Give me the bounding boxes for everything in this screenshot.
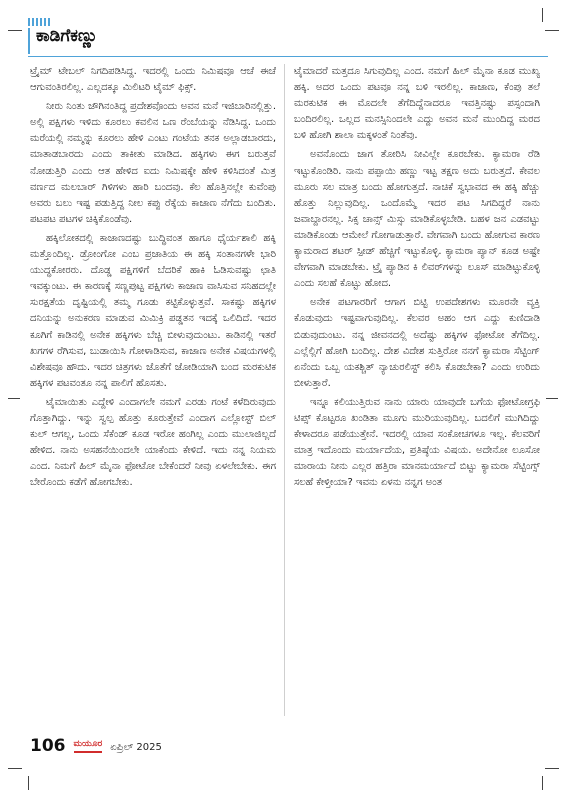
header-divider bbox=[28, 56, 548, 57]
column-divider bbox=[284, 64, 285, 716]
crop-mark-right-middle bbox=[546, 398, 558, 399]
paragraph: ಇನ್ನೂ ಕಲಿಯುತ್ತಿರುವ ನಾನು ಯಾರು ಯಾವುದೇ ಬಗೆಯ ಫೋಟೋಗ್ರಫಿ ಟಿಪ್ಸ್ ಕೊಟ್ಟರೂ ಖಂಡಿತಾ ಮೂಗು ಮುರಿಯುವುದಿಲ್ಲ. ಬದಲಿಗೆ ಮುಗಿದಿದ್ದು ಕೇಳಾದರೂ ಪಡೆಯುತ್ತೇನೆ. ಇದರಲ್ಲಿ ಯಾವ ಸಂಕೋಚಗಳೂ ಇಲ್ಲ. ಕೆಲವರಿಗೆ ಮಾತ್ರ ಇದೊಂದು ಮರ್ಯಾದೆಯ, ಪ್ರತಿಷ್ಠೆಯ ವಿಷಯ. ಅದೇನೋ ಲೂಸೋ ಮಾರಾಯ ನೀನು ಎಲ್ಲರ ಹತ್ತಿರಾ ಮಾನಮರ್ಯಾದೆ ಬಿಟ್ಟು ಕ್ಯಾಮರಾ ಸೆಟ್ಟಿಂಗ್ಸ್ ಸಲಹೆ ಕೇಳ್ತೀಯಾ? ಇವನು ಏಳನು ನನ್ನಗ ಅಂತ bbox=[294, 396, 540, 489]
crop-mark-top-left bbox=[8, 30, 22, 31]
crop-mark-bottom-left-v bbox=[28, 776, 29, 790]
crop-mark-bottom-right bbox=[545, 768, 559, 769]
page-footer bbox=[30, 732, 162, 756]
header-dot-pattern bbox=[28, 18, 50, 26]
section-title: ಕಾಡಿಗೆಕಣ್ಣು bbox=[36, 26, 98, 46]
magazine-logo: ಮಯೂರ bbox=[74, 738, 103, 753]
crop-mark-bottom-right-v bbox=[542, 776, 543, 790]
paragraph: ಹಕ್ಕಿಲೋಕದಲ್ಲಿ ಕಾಜಾಣದಷ್ಟು ಬುದ್ಧಿವಂತ ಹಾಗೂ ಧೈರ್ಯಶಾಲಿ ಹಕ್ಕಿ ಮತ್ತೊಂದಿಲ್ಲ. ಡ್ರೋಂಗೋ ಎಂಬ ಪ್ರಜಾತಿಯ ಈ ಹಕ್ಕಿ ಸಂತಾನಗಳೇ ಭಾರಿ ಯುದ್ಧಕೋರರು. ದೊಡ್ಡ ಪಕ್ಷಿಗಳಿಗೆ ಬೆದರಿಕೆ ಹಾಕಿ ಓಡಿಸುವಷ್ಟು ಛಾತಿ ಇವಕ್ಕುಂಟು. ಈ ಕಾರಣಕ್ಕೆ ಸಣ್ಣಪುಟ್ಟ ಪಕ್ಷಿಗಳು ಕಾಜಾಣ ವಾಸಿಸುವ ಸನಿಹದಲ್ಲೇ ಸುರಕ್ಷತೆಯ ದೃಷ್ಟಿಯಲ್ಲಿ ತಮ್ಮ ಗೂಡು ಕಟ್ಟಿಕೊಳ್ಳುತ್ತವೆ. ಸಾಕಷ್ಟು ಹಕ್ಕಿಗಳ ದನಿಯನ್ನು ಅನುಕರಣ ಮಾಡುವ ಮಿಮಿಕ್ರಿ ಪಡ್ಡತನ ಇದಕ್ಕೆ ಒಲಿದಿದೆ. ಇದರ ಕೂಗಿಗೆ ಕಾಡಿನಲ್ಲಿ ಅನೇಕ ಹಕ್ಕಿಗಳು ಬೆಚ್ಚಿ ಬೀಳುವುದುಂಟು. ಕಾಡಿನಲ್ಲಿ ಇತರೆ ಖಗಗಳ ರೆಗಿಸುವ, ಬುಡಾಯಿಸಿ ಗೋಳಾಡಿಸುವ, ಕಾಜಾಣ ಅನೇಕ ವಿಷಯಗಳಲ್ಲಿ ವಿಶೇಷವೂ ಹೌದು. ಇದರ ಚಿತ್ರಗಳು ಜೊತೆಗೆ ಜೋಡಿಯಾಗಿ ಬಂದ ಮರಕುಟಿಕ ಹಕ್ಕಿಗಳ ಪಟವಂತೂ ನನ್ನ ಪಾಲಿಗೆ ಹೊಸತು. bbox=[30, 232, 276, 389]
page-header bbox=[28, 16, 548, 56]
paragraph: ಟೈಮಾಯಿತು ಎದ್ದೇಳಿ ಎಂದಾಗಲೇ ನಮಗೆ ಎರಡು ಗಂಟೆ ಕಳೆದಿರುವುದು ಗೊತ್ತಾಗಿದ್ದು. ಇನ್ನು ಸ್ವಲ್ಪ ಹೊತ್ತು ಕೂರುತ್ತೇವೆ ಎಂದಾಗ ಎಲ್ಲೋಸ್ಟ್ ಬಿಲ್ ಕುಲ್ ಆಗಲ್ಲ, ಒಂದು ಸೆಕೆಂಡ್ ಕೂಡ ಇರೋ ಹಂಗಿಲ್ಲ ಎಂದು ಮುಲಾಜಿಲ್ಲದೆ ಹೇಳಿದ. ನಾನು ಅಸಹನೆಯಿಂದಲೇ ಯಾಕೆಂದು ಕೇಳಿದೆ. ಇದು ನನ್ನ ನಿಯಮ ಎಂದ. ನಿಮಗೆ ಹಿಲ್ ಮೈನಾ ಫೋಟೋ ಬೇಕೆಂದರೆ ನೀವು ಏಳಲೇಬೇಕು. ಈಗ ಬೇರೊಂದು ಕಡೆಗೆ ಹೋಗಬೇಕು. bbox=[30, 396, 276, 489]
paragraph: ಟೈಮಾದರೆ ಮತ್ತದೂ ಸಿಗುವುದಿಲ್ಲ ಎಂದ. ನಮಗೆ ಹಿಲ್ ಮೈನಾ ಕೂಡ ಮುಖ್ಯ ಹಕ್ಕಿ. ಅದರ ಒಂದು ಪಟವೂ ನನ್ನ ಬಳಿ ಇರಲಿಲ್ಲ. ಕಾಜಾಣ, ಕೆಂಪು ತಲೆ ಮರಕುಟಿಕ ಈ ಮೊದಲೇ ತೆಗೆದಿದ್ದೆನಾದರೂ ಇವತ್ತಿನಷ್ಟು ಪಸ್ಸಂದಾಗಿ ಬಂದಿರಲಿಲ್ಲ. ಒಲ್ಲದ ಮನಸ್ಸಿನಿಂದಲೇ ಎದ್ದು ಅವನ ಮನೆ ಮುಂದಿದ್ದ ಮರದ ಬಳಿ ಹೋಗಿ ಶಾಲಾ ಮಕ್ಕಳಂತೆ ನಿಂತೆವು. bbox=[294, 66, 540, 142]
text-column-left bbox=[30, 64, 276, 724]
paragraph: ಅನೇಕ ಪಟಗಾರರಿಗೆ ಆಗಾಗ ಬಿಟ್ಟಿ ಉಪದೇಶಗಳು ಮೂರನೇ ವ್ಯಕ್ತಿ ಕೊಡುವುದು ಇಷ್ಟವಾಗುವುದಿಲ್ಲ. ಕೆಲವರ ಅಹಂ ಆಗ ಎದ್ದು ಕುಣಿದಾಡಿ ಬಿಡುವುದುಂಟು. ನನ್ನ ಜೀವನದಲ್ಲಿ ಅದೆಷ್ಟು ಹಕ್ಕಿಗಳ ಫೋಟೋ ತೆಗೆದಿಲ್ಲ. ಎಲ್ಲೆಲ್ಲಿಗೆ ಹೋಗಿ ಬಂದಿಲ್ಲ. ದೇಶ ವಿದೇಶ ಸುತ್ತಿರೋ ನನಗೆ ಕ್ಯಾಮರಾ ಸೆಟ್ಟಿಂಗ್ ಏನೆಂದು ಒಬ್ಬ ಯಕಶ್ಚಿತ್ ನ್ಯಾಚುರಲಿಸ್ಟ್ ಕಲಿಸಿ ಕೊಡಬೇಕಾ? ಎಂದು ಉರಿದು ಬೀಳುತ್ತಾರೆ. bbox=[294, 297, 540, 389]
paragraph: ಟ್ರೈಮ್ ಟೇಬಲ್ ನಿಗದಿಪಡಿಸಿದ್ದ. ಇದರಲ್ಲಿ ಒಂದು ನಿಮಿಷವೂ ಆಚೆ ಈಚೆ ಆಗುವಂತಿರಲಿಲ್ಲ. ಎಲ್ಲದಕ್ಕೂ ಮಿಲಿಟರಿ ಟೈಮ್ ಫಿಕ್ಸ್. bbox=[30, 66, 276, 94]
page-number: 106 bbox=[30, 736, 66, 756]
header-accent-bar bbox=[28, 28, 30, 54]
paragraph: ನೀರು ನಿಂತು ಜೌಗಿನಂತಿದ್ದ ಪ್ರದೇಶವೊಂದು ಅವನ ಮನೆ ಇಜಿಬಾರಿನಲ್ಲಿತ್ತು. ಅಲ್ಲಿ ಪಕ್ಷಿಗಳು ಇಳಿದು ಕೂರಲು ಕವಲಿನ ಒಣ ರೆಂಬೆಯನ್ನು ನೆಡಿಸಿದ್ದ. ಒಂದು ಮರೆಯಲ್ಲಿ ನಮ್ಮನ್ನು ಕೂರಲು ಹೇಳಿ ಎಂಟು ಗಂಟೆಯ ತನಕ ಅಲ್ಲಾಡಬಾರದು, ಮಾತಾಡಬಾರದು ಎಂದು ತಾಕೀತು ಮಾಡಿದ. ಹಕ್ಕಿಗಳು ಈಗ ಬರುತ್ತವೆ ನೋಡುತ್ತಿರಿ ಎಂದು ಆತ ಹೇಳಿದ ಐದು ನಿಮಿಷಕ್ಕೇ ಹೇಳಿ ಕಳಿಸಿದಂತೆ ಮಿತ್ರ ವರ್ಣದ ಮಲಬಾರ್ ಗಿಳಿಗಳು ಹಾರಿ ಬಂದವು. ಕೆಲ ಹೊತ್ತಿನಲ್ಲೇ ಕುವೆಂಪು ಅವರು ಬಲು ಇಷ್ಟ ಪಡುತ್ತಿದ್ದ ನೀಲ ಕಪ್ಪು ರೆಕ್ಕೆಯ ಕಾಜಾಣ ನೆಗೆದು ಬಂದಿತು. ಪಟಪಟ ಪಟಗಳ ಚಿಕ್ಕಿಕೊಂಡೆವು. bbox=[30, 101, 276, 225]
paragraph: ಅವನೊಂದು ಜಾಗ ತೋರಿಸಿ ನೀವಿಲ್ಲೇ ಕೂರಬೇಕು. ಕ್ಯಾಮರಾ ರೆಡಿ ಇಟ್ಟುಕೊಂಡಿರಿ. ನಾನು ಪಪ್ಪಾಯಿ ಹಣ್ಣು ಇಟ್ಟ ತಕ್ಷಣ ಅದು ಬರುತ್ತದೆ. ಕೇವಲ ಮೂರು ಸಲ ಮಾತ್ರ ಬಂದು ಹೋಗುತ್ತದೆ. ನಾಚಿಕೆ ಸ್ವಭಾವದ ಈ ಹಕ್ಕಿ ಹೆಚ್ಚು ಹೊತ್ತು ನಿಲ್ಲುವುದಿಲ್ಲ. ಒಂದೊಮ್ಮೆ ಇದರ ಪಟ ಸಿಗದಿದ್ದರೆ ನಾನು ಜವಾಬ್ದಾರನಲ್ಲ. ಸಿಕ್ಸ ಚಾನ್ಸ್ ಮಿಸ್ಸು ಮಾಡಿಕೊಳ್ಳಬೇಡಿ. ಬಹಳ ಜನ ಎಡವಟ್ಟು ಮಾಡಿಕೊಂಡು ಆಮೇಲೆ ಗೋಗಾಡುತ್ತಾರೆ. ವೇಗವಾಗಿ ಬಂದು ಹೋಗುವ ಕಾರಣ ಕ್ಯಾಮರಾದ ಶಟರ್ ಸ್ಪೀಡ್ ಹೆಚ್ಚಿಗೆ ಇಟ್ಟುಕೊಳ್ಳಿ. ಕ್ಯಾಮರಾ ಪ್ಯಾನ್ ಕೂಡ ಅಷ್ಟೇ ವೇಗವಾಗಿ ಮಾಡಬೇಕು. ಟ್ರೈ ಪ್ಯಾಡಿನ ಕಿ ಲಿವರ್‌ಗಳನ್ನು ಲೂಸ್ ಮಾಡಿಟ್ಟುಕೊಳ್ಳಿ ಎಂದು ಸಲಹೆ ಕೊಟ್ಟು ಹೋದ. bbox=[294, 149, 540, 290]
text-column-right bbox=[294, 64, 540, 724]
crop-mark-bottom-left bbox=[8, 768, 22, 769]
issue-date: ಏಪ್ರಿಲ್ 2025 bbox=[110, 742, 162, 753]
crop-mark-left-middle bbox=[8, 398, 20, 399]
article-body bbox=[30, 64, 540, 724]
